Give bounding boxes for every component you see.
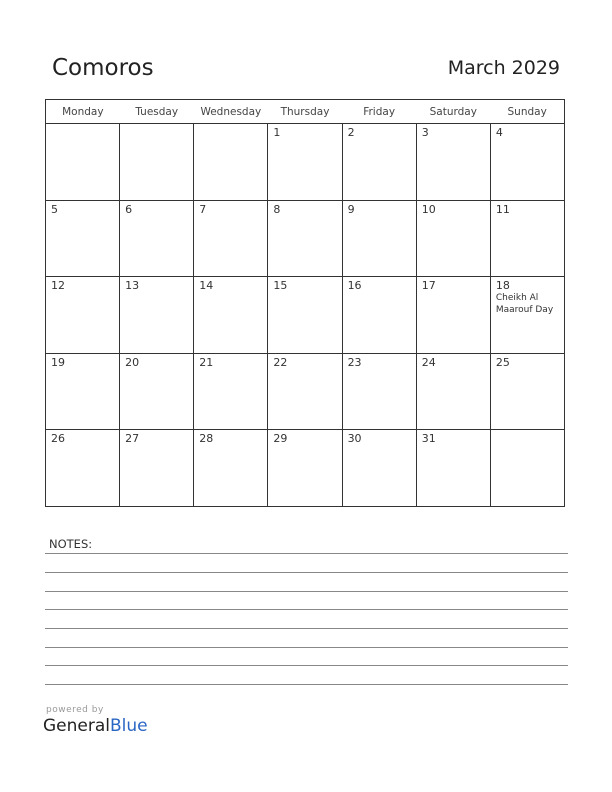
day-cell: [268, 277, 342, 354]
day-cell: [46, 353, 120, 430]
day-number: 16: [347, 279, 362, 292]
notes-line: [45, 647, 568, 648]
day-number: 4: [495, 126, 503, 139]
day-cell: [342, 353, 416, 430]
day-number: 31: [421, 432, 436, 445]
notes-line: [45, 591, 568, 592]
day-cell: [194, 353, 268, 430]
day-cell: [268, 124, 342, 201]
day-cell: [194, 277, 268, 354]
day-cell: [120, 353, 194, 430]
weekday-header: Wednesday: [194, 100, 268, 124]
day-cell: [46, 430, 120, 507]
week-row: [46, 124, 565, 201]
notes-line: [45, 684, 568, 685]
calendar-grid: [45, 99, 565, 507]
day-number: 3: [421, 126, 429, 139]
day-cell: [342, 277, 416, 354]
brand-logo: [43, 716, 148, 736]
day-number: 19: [51, 355, 65, 369]
day-number: 13: [125, 279, 140, 292]
day-cell: [120, 430, 194, 507]
brand-general: General: [43, 716, 110, 736]
weekday-header: Tuesday: [120, 100, 194, 124]
day-cell: [46, 277, 120, 354]
day-number: 9: [347, 202, 355, 216]
day-cell: [268, 200, 342, 277]
day-cell: [194, 430, 268, 507]
day-number: 26: [51, 432, 65, 445]
notes-line: [45, 665, 568, 666]
week-row: [46, 353, 565, 430]
day-number: 10: [421, 202, 436, 216]
notes-line: [45, 628, 568, 629]
day-number: 22: [273, 355, 288, 369]
day-cell: [46, 124, 120, 201]
month-year-title: March 2029: [447, 57, 560, 79]
day-cell: [416, 277, 490, 354]
day-number: 2: [347, 126, 355, 139]
day-cell: [268, 430, 342, 507]
day-number: 5: [51, 202, 58, 216]
day-cell: [194, 200, 268, 277]
weekday-header: Saturday: [416, 100, 490, 124]
day-cell: [342, 124, 416, 201]
day-cell: [416, 124, 490, 201]
day-cell: [490, 124, 564, 201]
day-cell: [194, 124, 268, 201]
day-cell: [490, 353, 564, 430]
notes-line: [45, 609, 568, 610]
day-number: 1: [273, 126, 281, 139]
day-cell: [342, 430, 416, 507]
day-number: 23: [347, 355, 362, 369]
day-cell: [416, 353, 490, 430]
day-number: 27: [125, 432, 140, 445]
day-number: 29: [273, 432, 288, 445]
week-row: [46, 277, 565, 354]
weekday-header: Sunday: [490, 100, 564, 124]
day-cell: [120, 200, 194, 277]
notes-label: NOTES:: [49, 537, 93, 551]
powered-by-text: powered by: [46, 705, 104, 715]
day-number: 7: [199, 202, 207, 216]
day-cell: [490, 430, 564, 507]
day-cell: [416, 430, 490, 507]
day-number: 25: [495, 355, 510, 369]
day-cell: [490, 200, 564, 277]
day-number: 15: [273, 279, 288, 292]
weekday-header: Friday: [342, 100, 416, 124]
notes-line: [45, 572, 568, 573]
day-number: 30: [347, 432, 362, 445]
day-cell: [416, 200, 490, 277]
day-number: 28: [199, 432, 214, 445]
day-cell: [120, 124, 194, 201]
brand-blue: Blue: [110, 716, 148, 736]
week-row: [46, 430, 565, 507]
day-number: 21: [199, 355, 214, 369]
weekday-header: Monday: [46, 100, 120, 124]
day-number: 20: [125, 355, 140, 369]
holiday-label: Cheikh Al Maarouf Day: [495, 293, 554, 315]
day-cell: [342, 200, 416, 277]
day-number: 11: [495, 202, 510, 216]
day-cell: [490, 277, 564, 354]
day-cell: [46, 200, 120, 277]
day-cell: [120, 277, 194, 354]
day-number: 12: [51, 279, 65, 292]
notes-line: [45, 553, 568, 554]
day-number: 8: [273, 202, 281, 216]
weekday-header: Thursday: [268, 100, 342, 124]
week-row: [46, 200, 565, 277]
day-number: 18: [495, 279, 510, 292]
day-cell: [268, 353, 342, 430]
day-number: 24: [421, 355, 436, 369]
day-number: 6: [125, 202, 133, 216]
weekday-header-row: [46, 100, 565, 124]
country-title: Comoros: [52, 55, 154, 81]
day-number: 17: [421, 279, 436, 292]
day-number: 14: [199, 279, 214, 292]
